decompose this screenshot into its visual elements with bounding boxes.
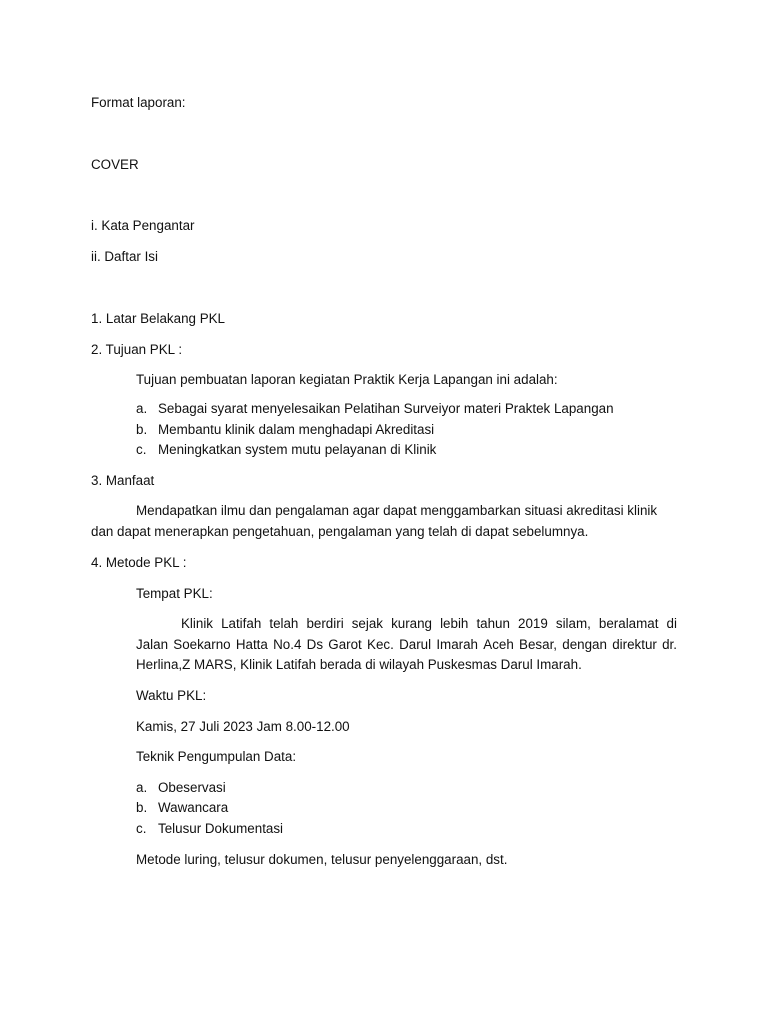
teknik-item-text: Obeservasi [158, 780, 226, 795]
teknik-item-marker: a. [136, 780, 148, 795]
waktu-label: Waktu PKL: [136, 688, 207, 703]
tujuan-item-text: Sebagai syarat menyelesaikan Pelatihan Surveiyor materi Praktek Lapangan [158, 401, 614, 416]
teknik-item-text: Wawancara [158, 800, 229, 815]
manfaat-heading: 3. Manfaat [91, 473, 155, 488]
manfaat-paragraph-line: Mendapatkan ilmu dan pengalaman agar dapat menggambarkan situasi akreditasi klinik [136, 503, 658, 518]
teknik-item-marker: c. [136, 821, 147, 836]
daftar-isi-item: ii. Daftar Isi [91, 249, 158, 264]
cover-heading: COVER [91, 157, 139, 172]
teknik-label: Teknik Pengumpulan Data: [136, 749, 297, 764]
tempat-paragraph-line: Jalan Soekarno Hatta No.4 Ds Garot Kec. Darul Imarah Aceh Besar, dengan direktur dr. [136, 637, 677, 652]
teknik-item-marker: b. [136, 800, 148, 815]
metode-note: Metode luring, telusur dokumen, telusur penyelenggaraan, dst. [136, 852, 508, 867]
tujuan-intro: Tujuan pembuatan laporan kegiatan Praktik Kerja Lapangan ini adalah: [136, 372, 558, 387]
tempat-paragraph-line: Klinik Latifah telah berdiri sejak kurang lebih tahun 2019 silam, beralamat di [181, 616, 677, 631]
tujuan-heading: 2. Tujuan PKL : [91, 342, 183, 357]
tujuan-item-marker: b. [136, 422, 148, 437]
tempat-paragraph-line: Herlina,Z MARS, Klinik Latifah berada di wilayah Puskesmas Darul Imarah. [136, 657, 582, 672]
waktu-value: Kamis, 27 Juli 2023 Jam 8.00-12.00 [136, 719, 350, 734]
latar-belakang-heading: 1. Latar Belakang PKL [91, 311, 225, 326]
format-title: Format laporan: [91, 95, 186, 110]
tempat-label: Tempat PKL: [136, 586, 213, 601]
tujuan-item-marker: c. [136, 442, 147, 457]
manfaat-paragraph-line: dan dapat menerapkan pengetahuan, pengalaman yang telah di dapat sebelumnya. [91, 524, 589, 539]
kata-pengantar-item: i. Kata Pengantar [91, 218, 195, 233]
tujuan-item-marker: a. [136, 401, 148, 416]
metode-heading: 4. Metode PKL : [91, 555, 187, 570]
teknik-item-text: Telusur Dokumentasi [158, 821, 284, 836]
tujuan-item-text: Meningkatkan system mutu pelayanan di Klinik [158, 442, 437, 457]
tujuan-item-text: Membantu klinik dalam menghadapi Akreditasi [158, 422, 435, 437]
